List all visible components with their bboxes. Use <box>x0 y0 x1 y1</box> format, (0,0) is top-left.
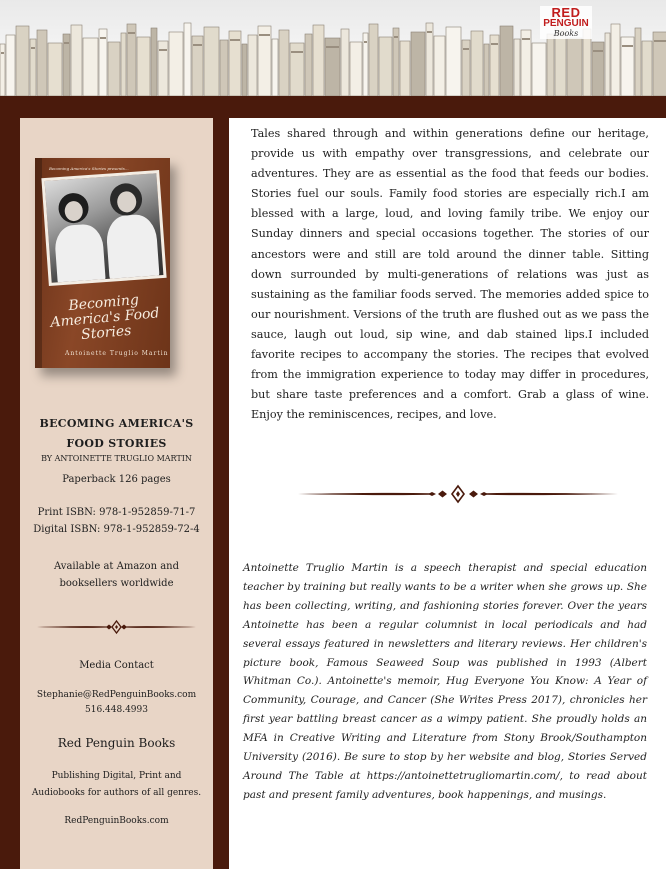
book-spine <box>484 44 489 96</box>
cover-kicker: Becoming America's Stories presents... <box>49 166 129 171</box>
contact-email[interactable]: Stephanie@RedPenguinBooks.com <box>36 690 197 700</box>
ornament-divider-icon <box>35 619 198 635</box>
book-title: BECOMING AMERICA'S FOOD STORIES <box>39 417 194 450</box>
book-spine <box>471 31 483 96</box>
book-spine <box>121 33 126 96</box>
book-spine-band <box>259 34 270 36</box>
book-spine <box>6 35 15 96</box>
book-spine-band <box>291 51 303 53</box>
book-spine <box>248 35 257 96</box>
book-spine-band <box>64 42 69 44</box>
book-spine <box>71 25 82 96</box>
book-spine <box>446 27 461 96</box>
publisher-name: Red Penguin Books <box>57 736 176 750</box>
book-spine-band <box>326 46 339 48</box>
cover-title: Becoming America's Food Stories <box>49 292 161 344</box>
book-spine-band <box>193 44 202 46</box>
book-spine <box>127 24 136 96</box>
logo-line-1: RED <box>551 5 581 20</box>
book-spine <box>411 32 425 96</box>
book-spine <box>605 33 610 96</box>
book-format: Paperback 126 pages <box>62 474 171 485</box>
book-spine <box>279 30 289 96</box>
contact-phone: 516.448.4993 <box>85 705 148 715</box>
book-spine-band <box>31 47 35 49</box>
book-cover-image <box>35 158 170 368</box>
book-spine <box>393 28 399 96</box>
book-spine <box>258 26 271 96</box>
book-spine <box>35 158 42 368</box>
availability-note: Available at Amazon and booksellers worldwide <box>53 561 180 589</box>
book-spine <box>350 42 362 96</box>
book-spine-band <box>654 40 666 42</box>
book-spine <box>272 39 278 96</box>
sidebar <box>20 118 213 869</box>
book-spine <box>642 41 652 96</box>
book-spine <box>583 29 591 96</box>
book-spine <box>341 29 349 96</box>
book-spine-band <box>128 32 135 34</box>
book-spine <box>0 44 5 96</box>
book-description: Tales shared through and within generations define our heritage, provide us with empathy over transgressions, and celebrate our adventures. They are as essential as the food that feeds our bodies. Stories fuel our souls. Family food stories are especially rich.I am blessed with a large, loud, and loving family tribe. We enjoy our Sunday dinners and special occasions together. The stories of our ancestors were and still are told around the dinner table. Sitting down surrounded by multi-generations of relations was just as sustaining as the familiar foods served. The memories added spice to our nourishment. Versions of the truth are flushed out as we pass the sauce, laugh out loud, sip wine, and dab stained lips.I included favorite recipes to accompany the stories. The recipes that evolved from the immigration experience to today may differ in procedures, but share taste preferences and a comfort. Grab a glass of wine. Enjoy the reminiscences, recipes, and love. <box>251 127 649 422</box>
logo-line-3: Books <box>553 29 579 38</box>
isbn-digital: Digital ISBN: 978-1-952859-72-4 <box>33 524 200 535</box>
photo-figure <box>105 213 159 282</box>
cover-author: Antoinette Truglio Martin <box>65 350 169 357</box>
book-spine <box>434 36 445 96</box>
book-spine <box>16 26 29 96</box>
book-spine <box>151 28 157 96</box>
frame-top-bar <box>0 100 666 118</box>
book-spine <box>369 24 378 96</box>
book-spine-band <box>622 45 633 47</box>
book-spine <box>500 26 513 96</box>
book-spine <box>426 23 433 96</box>
book-spine <box>184 23 191 96</box>
book-spine <box>290 43 304 96</box>
book-author: BY ANTOINETTE TRUGLIO MARTIN <box>41 454 192 463</box>
book-spine <box>99 29 107 96</box>
book-spine <box>379 37 392 96</box>
book-spine <box>547 34 554 96</box>
book-spine-band <box>522 38 530 40</box>
book-spine <box>169 32 183 96</box>
red-penguin-logo[interactable] <box>540 6 592 39</box>
book-spine <box>137 37 150 96</box>
ornament-divider-icon <box>296 484 620 504</box>
book-spine <box>108 42 120 96</box>
book-spine-band <box>230 39 240 41</box>
cover-photo <box>41 170 166 286</box>
book-spine-band <box>100 37 106 39</box>
book-spine-band <box>491 43 498 45</box>
book-spine-band <box>427 31 432 33</box>
photo-figure <box>54 223 106 286</box>
book-spine-band <box>1 52 4 54</box>
frame-divider-bar <box>213 100 229 869</box>
book-spine <box>532 43 546 96</box>
book-spine <box>567 38 582 96</box>
book-spine <box>635 28 641 96</box>
isbn-print: Print ISBN: 978-1-952859-71-7 <box>37 507 196 518</box>
frame-left-bar <box>0 100 20 869</box>
book-spine-band <box>463 48 469 50</box>
book-spine <box>48 43 62 96</box>
book-spine <box>313 25 324 96</box>
book-spine <box>305 34 312 96</box>
book-spine <box>204 27 219 96</box>
bookshelf-header <box>0 0 666 100</box>
book-spine-band <box>159 49 167 51</box>
book-spine <box>242 44 247 96</box>
book-spine <box>400 41 410 96</box>
book-spine <box>611 24 620 96</box>
publisher-description: Publishing Digital, Print and Audiobooks for authors of all genres. <box>31 771 202 798</box>
book-spine-band <box>593 50 603 52</box>
book-spine <box>220 40 228 96</box>
book-spine <box>514 39 520 96</box>
book-spine-band <box>364 41 367 43</box>
publisher-url[interactable]: RedPenguinBooks.com <box>64 816 169 826</box>
book-spine-band <box>394 36 398 38</box>
book-spine <box>37 30 47 96</box>
author-bio: Antoinette Truglio Martin is a speech therapist and special education teacher by training but really wants to be a writer when she grows up. She has been collecting, writing, and fashioning stories forever. Over the years Antoinette has been a regular columnist in local periodicals and had several essays featured in newsletters and literary reviews. Her children's picture book, Famous Seaweed Soup was published in 1993 (Albert Whitman Co.). Antoinette's memoir, Hug Everyone You Know: A Year of Community, Courage, and Cancer (She Writes Press 2017), chronicles her first year battling breast cancer as a wimpy patient. She proudly holds an MFA in Creative Writing and Literature from Stony Brook/Southampton University (2016). Be sure to stop by her website and blog, Stories Served Around The Table at https://antoinettetrugliomartin.com/, to read about past and present family adventures, book happenings, and musings. <box>243 562 647 801</box>
media-contact-heading: Media Contact <box>79 660 154 671</box>
logo-line-2: PENGUIN <box>543 18 589 29</box>
book-spine <box>83 38 98 96</box>
